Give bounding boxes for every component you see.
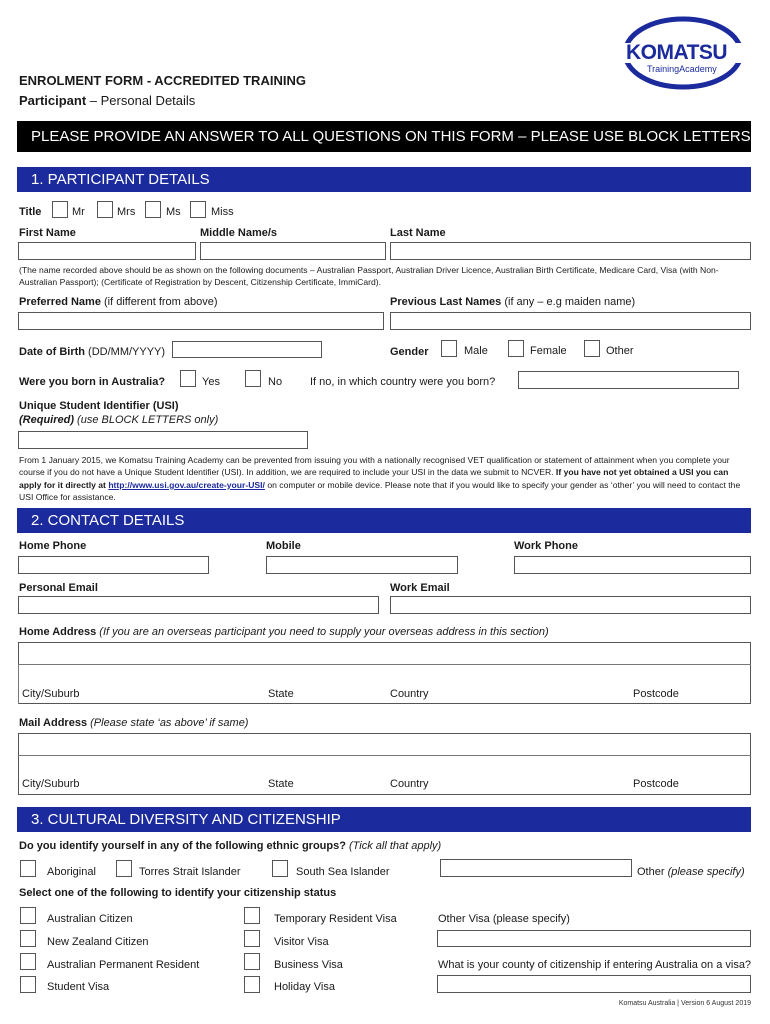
middle-name-field[interactable]: [200, 242, 386, 260]
home-address-label: [19, 626, 549, 638]
holiday-visa-label: Holiday Visa: [274, 981, 335, 993]
work-email-field[interactable]: [390, 596, 751, 614]
other-visa-field[interactable]: [437, 930, 751, 947]
mail-address-bold: Mail Address: [19, 717, 88, 729]
mr-checkbox[interactable]: [52, 201, 68, 218]
permanent-resident-checkbox[interactable]: [20, 953, 36, 970]
ms-label: Ms: [166, 206, 181, 218]
dob-rest: (DD/MM/YYYY): [85, 346, 166, 358]
first-name-field[interactable]: [18, 242, 196, 260]
mail-address-label: [19, 717, 248, 729]
australian-citizen-checkbox[interactable]: [20, 907, 36, 924]
temporary-resident-label: Temporary Resident Visa: [274, 913, 397, 925]
home-postcode-label: Postcode: [633, 688, 679, 700]
preferred-name-label: [19, 296, 218, 308]
home-state-label: State: [268, 688, 294, 700]
last-name-field[interactable]: [390, 242, 751, 260]
torres-label: Torres Strait Islander: [139, 866, 241, 878]
usi-note: [19, 454, 751, 504]
home-address-rest: (If you are an overseas participant you need to supply your overseas address in this section): [96, 626, 549, 638]
logo-brand: KOMATSU: [626, 41, 728, 64]
home-address-divider: [18, 664, 751, 665]
ethnic-other-label: [637, 866, 745, 878]
mobile-label: Mobile: [266, 540, 301, 552]
usi-rest: (use BLOCK LETTERS only): [74, 414, 219, 426]
ethnic-other-text: Other: [637, 866, 665, 878]
subtitle-rest: – Personal Details: [86, 93, 196, 108]
ethnic-please-specify: (please specify): [664, 866, 745, 878]
south-sea-checkbox[interactable]: [272, 860, 288, 877]
home-phone-field[interactable]: [18, 556, 209, 574]
visitor-visa-checkbox[interactable]: [244, 930, 260, 947]
business-visa-label: Business Visa: [274, 959, 343, 971]
permanent-resident-label: Australian Permanent Resident: [47, 959, 200, 971]
previous-bold: Previous Last Names: [390, 296, 502, 308]
mobile-field[interactable]: [266, 556, 458, 574]
mail-country-label: Country: [390, 778, 429, 790]
personal-email-field[interactable]: [18, 596, 379, 614]
mail-address-divider: [18, 755, 751, 756]
student-visa-checkbox[interactable]: [20, 976, 36, 993]
holiday-visa-checkbox[interactable]: [244, 976, 260, 993]
usi-title: Unique Student Identifier (USI): [19, 400, 179, 412]
home-city-label: City/Suburb: [22, 688, 80, 700]
dob-bold: Date of Birth: [19, 346, 85, 358]
born-no-checkbox[interactable]: [245, 370, 261, 387]
born-yes-label: Yes: [202, 376, 220, 388]
logo-sub: TrainingAcademy: [647, 64, 717, 74]
ethnic-bold: Do you identify yourself in any of the following ethnic groups?: [19, 840, 346, 852]
last-name-label: Last Name: [390, 227, 446, 239]
county-citizenship-field[interactable]: [437, 975, 751, 993]
usi-link[interactable]: http://www.usi.gov.au/create-your-USI/: [108, 479, 265, 490]
previous-rest: (if any – e.g maiden name): [501, 296, 636, 308]
other-gender-label: Other: [606, 345, 634, 357]
preferred-rest: (if different from above): [100, 296, 218, 308]
ms-checkbox[interactable]: [145, 201, 161, 218]
section-3-heading: 3. CULTURAL DIVERSITY AND CITIZENSHIP: [17, 807, 751, 832]
mail-address-rest: (Please state ‘as above’ if same): [87, 717, 249, 729]
male-label: Male: [464, 345, 488, 357]
home-address-bold: Home Address: [19, 626, 97, 638]
born-no-label: No: [268, 376, 283, 388]
torres-checkbox[interactable]: [116, 860, 132, 877]
home-country-label: Country: [390, 688, 429, 700]
citizenship-question: Select one of the following to identify your citizenship status: [19, 887, 337, 899]
miss-checkbox[interactable]: [190, 201, 206, 218]
gender-label: Gender: [390, 346, 429, 358]
komatsu-logo: [622, 16, 744, 90]
mail-postcode-label: Postcode: [633, 778, 679, 790]
student-visa-label: Student Visa: [47, 981, 110, 993]
work-phone-field[interactable]: [514, 556, 751, 574]
personal-email-label: Personal Email: [19, 582, 98, 594]
title-label: Title: [19, 206, 42, 218]
nz-citizen-checkbox[interactable]: [20, 930, 36, 947]
country-born-question: If no, in which country were you born?: [310, 376, 496, 388]
ethnic-other-field[interactable]: [440, 859, 632, 877]
work-email-label: Work Email: [390, 582, 450, 594]
australian-citizen-label: Australian Citizen: [47, 913, 133, 925]
other-visa-label: Other Visa (please specify): [438, 913, 570, 925]
female-checkbox[interactable]: [508, 340, 524, 357]
mail-state-label: State: [268, 778, 294, 790]
male-checkbox[interactable]: [441, 340, 457, 357]
country-born-field[interactable]: [518, 371, 739, 389]
south-sea-label: South Sea Islander: [296, 866, 390, 878]
footer-version: Komatsu Australia | Version 6 August 2019: [618, 1000, 751, 1007]
aboriginal-checkbox[interactable]: [20, 860, 36, 877]
nz-citizen-label: New Zealand Citizen: [47, 936, 149, 948]
dob-label: [19, 346, 165, 358]
section-2-heading: 2. CONTACT DETAILS: [17, 508, 751, 533]
miss-label: Miss: [211, 206, 234, 218]
dob-field[interactable]: [172, 341, 322, 358]
home-phone-label: Home Phone: [19, 540, 87, 552]
county-citizenship-question: What is your county of citizenship if entering Australia on a visa?: [438, 959, 752, 971]
preferred-bold: Preferred Name: [19, 296, 101, 308]
usi-field[interactable]: [18, 431, 308, 449]
usi-required: (Required): [19, 414, 74, 426]
notice-bar: [17, 121, 751, 152]
other-gender-checkbox[interactable]: [584, 340, 600, 357]
form-title: ENROLMENT FORM - ACCREDITED TRAINING: [19, 73, 306, 88]
usi-subtitle: [19, 414, 218, 426]
mr-label: Mr: [72, 206, 85, 218]
mail-city-label: City/Suburb: [22, 778, 80, 790]
usi-note-1: From 1 January 2015, we Komatsu Training Academy can be prevented from issuing you with a nationally recognised VET qualification or statement of attainment when you complete your course if you do not have a Unique Student Identifier (USI). In addition, we are required to include your USI in the data we submit to NCVER.: [19, 455, 730, 478]
subtitle-bold: Participant: [19, 93, 87, 108]
mrs-checkbox[interactable]: [97, 201, 113, 218]
ethnic-question: [19, 840, 441, 852]
business-visa-checkbox[interactable]: [244, 953, 260, 970]
form-subtitle: [19, 93, 195, 108]
visitor-visa-label: Visitor Visa: [274, 936, 329, 948]
home-address-col-divider: [18, 664, 19, 704]
temporary-resident-checkbox[interactable]: [244, 907, 260, 924]
born-australia-question: Were you born in Australia?: [19, 376, 166, 388]
born-yes-checkbox[interactable]: [180, 370, 196, 387]
ethnic-rest: (Tick all that apply): [345, 840, 442, 852]
previous-names-field[interactable]: [390, 312, 751, 330]
previous-names-label: [390, 296, 635, 308]
middle-name-label: Middle Name/s: [200, 227, 278, 239]
name-note: (The name recorded above should be as shown on the following documents – Australian Passport, Australian Driver Licence, Australian Birth Certificate, Medicare Card, Visa (with Non-Australian Passport); (Certificate of Registration by Descent, Citizenship Certificate, ImmiCard).: [19, 265, 719, 288]
preferred-name-field[interactable]: [18, 312, 384, 330]
section-1-heading: 1. PARTICIPANT DETAILS: [17, 167, 751, 192]
usi-note-2: on computer or mobile device. Please note that if you would like to specify your gender as ‘other’ you will need to contact the USI Office for assistance.: [19, 479, 741, 503]
notice-text: PLEASE PROVIDE AN ANSWER TO ALL QUESTIONS ON THIS FORM – PLEASE USE BLOCK LETTERS: [31, 128, 751, 145]
mrs-label: Mrs: [117, 206, 136, 218]
first-name-label: First Name: [19, 227, 76, 239]
female-label: Female: [530, 345, 567, 357]
usi-note-bold: If you have not yet obtained a USI you can apply for it directly at: [19, 467, 729, 490]
aboriginal-label: Aboriginal: [47, 866, 96, 878]
work-phone-label: Work Phone: [514, 540, 578, 552]
